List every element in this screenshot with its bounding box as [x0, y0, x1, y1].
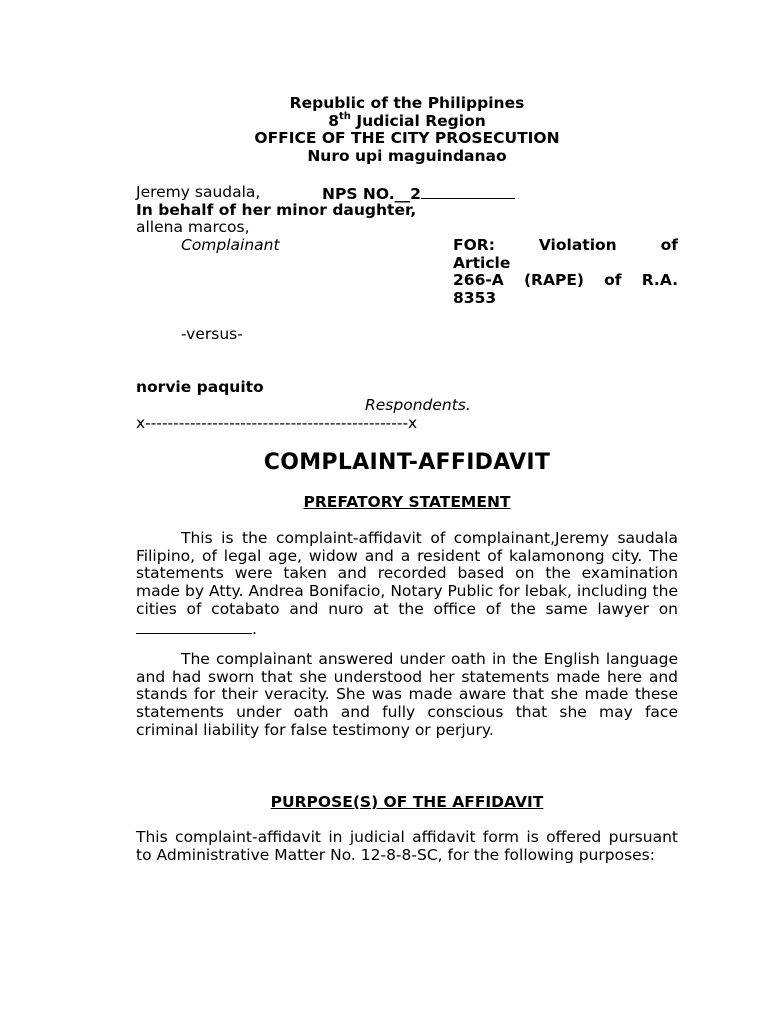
- complainant-name: Jeremy saudala,: [136, 183, 261, 201]
- header-office: OFFICE OF THE CITY PROSECUTION: [254, 129, 560, 148]
- header-region-suffix: th: [339, 110, 351, 122]
- purpose-paragraph-1: This complaint-affidavit in judicial affidavit form is offered pursuant to Administrative Matter No. 12-8-8-SC, for the following purposes:: [136, 828, 678, 864]
- document-title: COMPLAINT-AFFIDAVIT: [263, 450, 551, 475]
- charge-line-1: FOR: Violation of: [453, 236, 678, 254]
- charge-line-2: Article: [453, 253, 511, 272]
- caption-separator: x-----------------------------------------------x: [136, 414, 418, 432]
- header-region-number: 8: [328, 111, 340, 130]
- nps-blank-line: [421, 184, 515, 199]
- purpose-heading: PURPOSE(S) OF THE AFFIDAVIT: [270, 793, 544, 811]
- prefatory-paragraph-2: The complainant answered under oath in the English language and had sworn that she understood her statements made here and stands for their veracity. She was made aware that she made these statements under oath and fully conscious that she may face criminal liability for false testimony or perjury.: [136, 650, 678, 739]
- header-location: Nuro upi maguindanao: [307, 147, 507, 166]
- prefatory-paragraph-1-end: .: [252, 619, 257, 638]
- charge-block: [453, 237, 678, 308]
- complainant-role: Complainant: [181, 236, 280, 254]
- document-header: [136, 95, 678, 166]
- prefatory-heading: PREFATORY STATEMENT: [303, 493, 511, 511]
- nps-label: NPS NO.__2: [322, 185, 421, 203]
- respondent-role: Respondents.: [365, 396, 471, 414]
- versus-label: -versus-: [181, 325, 243, 343]
- behalf-line: In behalf of her minor daughter,: [136, 201, 417, 219]
- daughter-name: allena marcos,: [136, 218, 250, 236]
- header-judicial-region: [136, 110, 678, 131]
- charge-line-4: 8353: [453, 289, 497, 308]
- prefatory-paragraph-1: [136, 530, 678, 638]
- respondent-name: norvie paquito: [136, 378, 264, 396]
- prefatory-paragraph-1-text: This is the complaint-affidavit of complainant,Jeremy saudala Filipino, of legal age, widow and a resident of kalamonong city. The statements were taken and recorded based on the examination made by Atty. Andrea Bonifacio, Notary Public for lebak, including the cities of cotabato and nuro at the office of the same lawyer on: [136, 529, 678, 618]
- header-republic: Republic of the Philippines: [289, 94, 525, 112]
- header-region-text: Judicial Region: [350, 111, 486, 130]
- charge-line-3: 266-A (RAPE) of R.A.: [453, 271, 678, 290]
- date-blank-line: [136, 619, 252, 634]
